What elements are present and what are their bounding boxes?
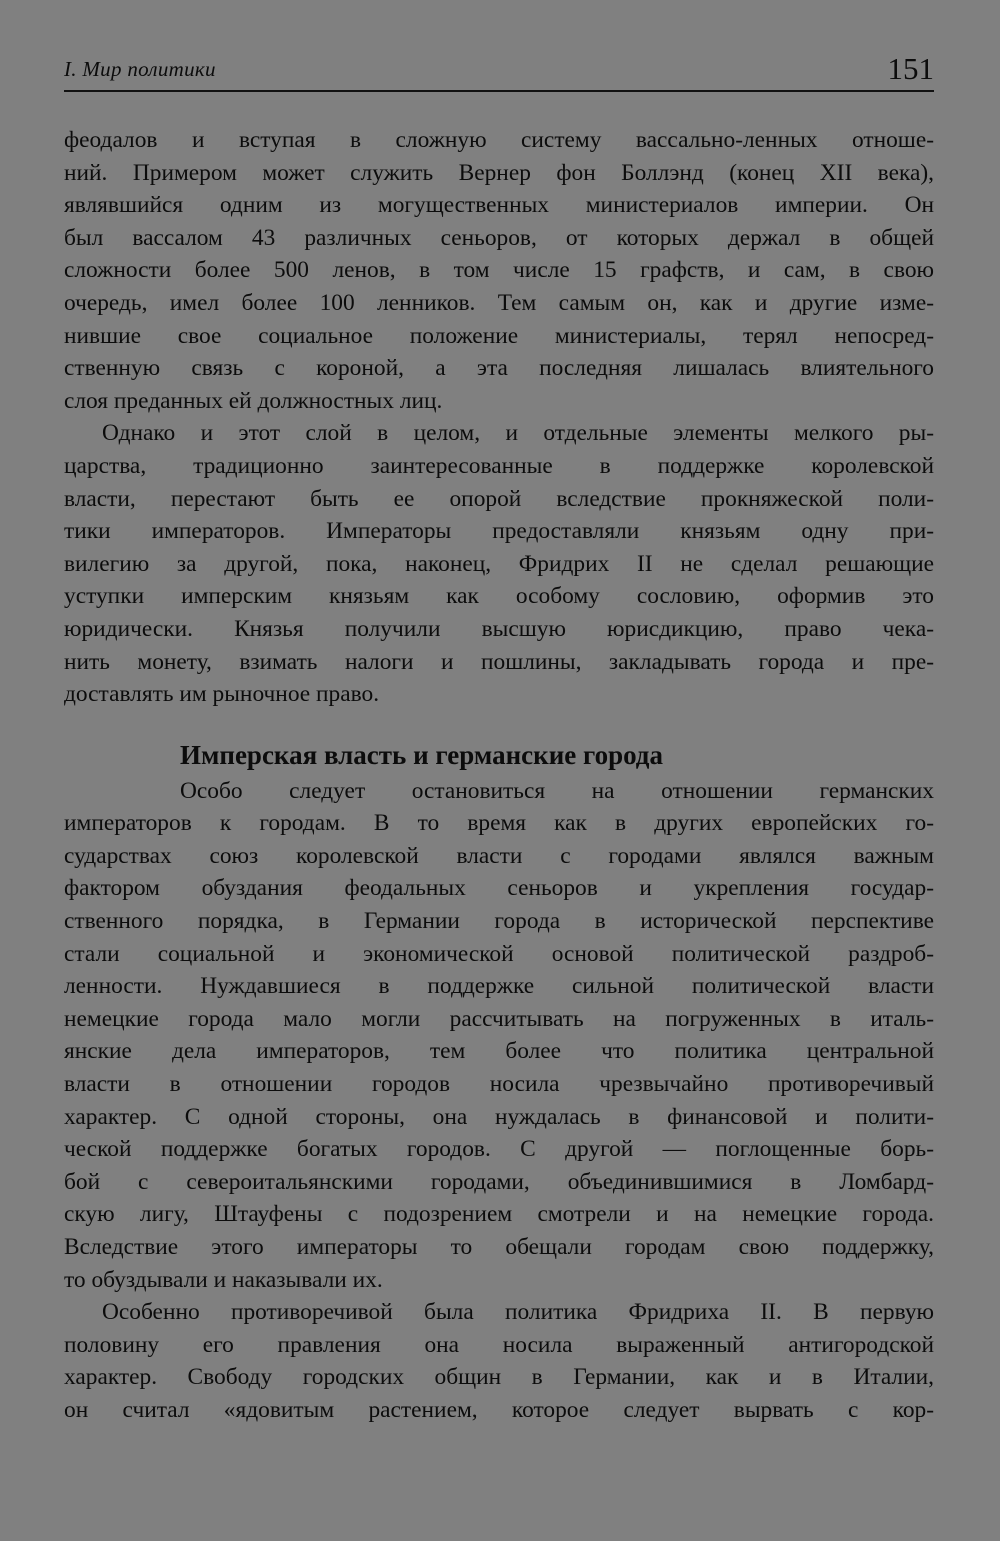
text-line: власти, перестают быть ее опорой вследствие прокняжеской поли- [64,485,934,512]
text-line: скую лигу, Штауфены с подозрением смотрели и на немецкие города. [64,1201,934,1228]
text-line: доставлять им рыночное право. [64,681,380,708]
body-text [64,124,934,1427]
text-line: нить монету, взимать налоги и пошлины, закладывать города и пре- [64,648,934,675]
text-line: характер. С одной стороны, она нуждалась в финансовой и полити- [64,1103,934,1130]
text-line: янские дела императоров, тем более что политика центральной [64,1038,934,1065]
text-line: ственную связь с короной, а эта последняя лишалась влиятельного [64,355,934,382]
text-line: половину его правления она носила выраженный антигородской [64,1331,934,1358]
text-line: то обуздывали и наказывали их. [64,1266,383,1293]
paragraph-4 [64,1296,934,1426]
text-line: являвшийся одним из могущественных министериалов империи. Он [64,192,934,219]
text-line: слоя преданных ей должностных лиц. [64,387,443,414]
text-line: Особенно противоречивой была политика Фридриха II. В первую [102,1299,934,1326]
text-line: характер. Свободу городских общин в Германии, как и в Италии, [64,1364,934,1391]
text-line: немецкие города мало могли рассчитывать на погруженных в италь- [64,1005,934,1032]
text-line: ний. Примером может служить Вернер фон Боллэнд (конец XII века), [64,159,934,186]
paragraph-3 [64,775,934,1297]
running-title: I. Мир политики [64,57,216,81]
text-line: Вследствие этого императоры то обещали городам свою поддержку, [64,1234,934,1260]
paragraph-2 [64,417,934,710]
text-line: очередь, имел более 100 ленников. Тем самым он, как и другие изме- [64,289,934,316]
text-line: стали социальной и экономической основой политической раздроб- [64,940,934,967]
text-line: тики императоров. Императоры предоставляли князьям одну при- [64,518,934,545]
text-line: сложности более 500 ленов, в том числе 15 графств, и сам, в свою [64,257,934,284]
page-number: 151 [887,51,934,86]
text-line: он считал «ядовитым растением, которое следует вырвать с кор- [64,1396,934,1423]
paragraph-1 [64,124,934,417]
text-line: Особо следует остановиться на отношении германских [180,777,934,804]
text-line: был вассалом 43 различных сеньоров, от которых держал в общей [64,224,934,251]
text-line: нившие свое социальное положение министериалы, терял непосред- [64,322,934,349]
page-header [64,50,934,92]
text-line: Однако и этот слой в целом, и отдельные элементы мелкого ры- [102,420,934,447]
text-line: феодалов и вступая в сложную систему вассально-ленных отноше- [64,127,934,153]
text-line: юридически. Князья получили высшую юрисдикцию, право чека- [64,615,934,642]
text-line: сударствах союз королевской власти с городами являлся важным [64,842,934,869]
text-line: ческой поддержке богатых городов. С другой — поглощенные борь- [64,1136,934,1163]
text-line: бой с североитальянскими городами, объединившимися в Ломбард- [64,1168,934,1195]
text-line: уступки имперским князьям как особому сословию, оформив это [64,583,934,610]
text-line: вилегию за другой, пока, наконец, Фридрих II не сделал решающие [64,550,934,577]
text-line: ственного порядка, в Германии города в исторической перспективе [64,908,934,935]
section-heading: Имперская власть и германские города [180,739,663,770]
text-line: императоров к городам. В то время как в других европейских го- [64,810,934,837]
text-line: ленности. Нуждавшиеся в поддержке сильной политической власти [64,973,934,1000]
text-line: фактором обуздания феодальных сеньоров и укрепления государ- [64,875,934,902]
text-line: власти в отношении городов носила чрезвычайно противоречивый [64,1071,934,1098]
text-line: царства, традиционно заинтересованные в поддержке королевской [64,452,934,479]
